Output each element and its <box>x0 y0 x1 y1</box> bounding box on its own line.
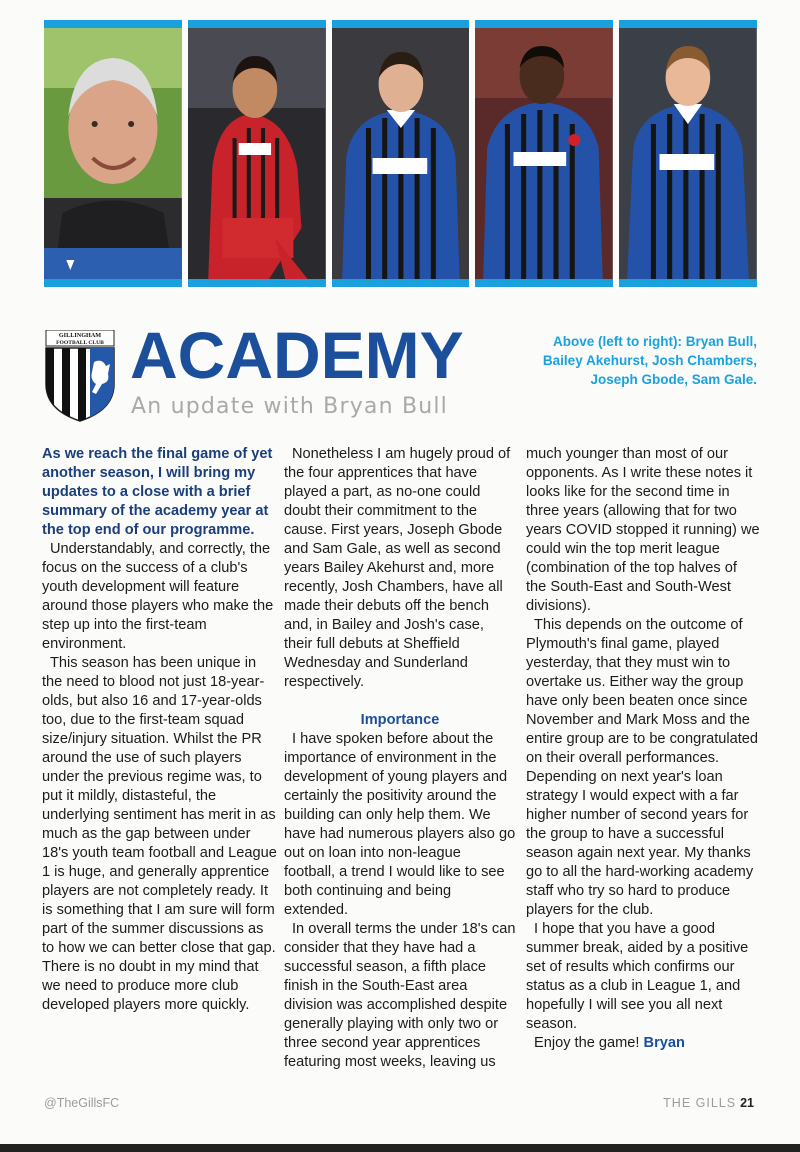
page-number: 21 <box>740 1096 754 1110</box>
page-footer <box>663 1096 754 1110</box>
photo-sam-gale <box>619 20 757 287</box>
article-column-2 <box>284 445 516 1072</box>
photo-joseph-gbode <box>475 20 613 287</box>
article-paragraph: This season has been unique in the need to blood not just 18-year-olds, but also 16 and 17-year-olds too, due to the first-team squad size/injury situation. Whilst the PR around the use of such players under the previous regime was, to put it mildly, distasteful, the underlying sentiment has merit in as much as the gap between under 18's youth team football and League 1 is huge, and generally apprentice players are not completely ready. It is something that I am sure will form part of the summer discussions as to how we can better close that gap. There is no doubt in my mind that we need to produce more club developed players more quickly. <box>42 655 277 1013</box>
photo-bailey-akehurst <box>188 20 326 287</box>
photo-caption <box>540 332 757 389</box>
photo-strip <box>44 20 757 287</box>
bottom-bar <box>0 1144 800 1152</box>
social-handle: @TheGillsFC <box>44 1096 120 1110</box>
svg-text:GILLINGHAM: GILLINGHAM <box>58 332 102 339</box>
signoff-text: Enjoy the game! <box>534 1035 640 1051</box>
article-signoff <box>526 1034 760 1053</box>
photo-bryan-bull <box>44 20 182 287</box>
article-paragraph: This depends on the outcome of Plymouth's final game, played yesterday, that they must win to overtake us. Either way the group have only been beaten once since November and Mark Moss and the entire group are to be congratulated on their overall performances. Depending on next year's loan strategy I would expect with a far higher number of second years for the group to have a successful season again next year. My thanks go to all the hard-working academy staff who try so hard to produce players for the club. <box>526 617 759 918</box>
article-column-3 <box>526 445 760 1053</box>
caption-line: Above (left to right): Bryan Bull, <box>553 334 757 349</box>
section-heading: Importance <box>360 712 440 728</box>
article-paragraph: Nonetheless I am hugely proud of the four apprentices that have played a part, as no-one could doubt their commitment to the cause. First years, Joseph Gbode and Sam Gale, as well as second years Bailey Akehurst and, more recently, Josh Chambers, have all made their debuts off the bench and, in Bailey and Josh's case, their full debuts at Sheffield Wednesday and Sunderland respectively. <box>284 446 511 690</box>
svg-text:FOOTBALL CLUB: FOOTBALL CLUB <box>56 340 104 346</box>
article-paragraph: In overall terms the under 18's can consider that they have had a successful season, a fifth place finish in the South-East area division was accomplished despite generally playing with only two or three second year apprentices featuring most weeks, leaving us <box>284 921 516 1070</box>
signature: Bryan <box>643 1035 685 1051</box>
page-subtitle: An update with Bryan Bull <box>131 394 448 419</box>
article-paragraph: I hope that you have a good summer break, aided by a positive set of results which confirms our status as a club in League 1, and hopefully I will see you all next season. <box>526 921 749 1032</box>
publication-name: THE GILLS <box>663 1096 737 1110</box>
page-title: ACADEMY <box>130 318 464 392</box>
article-paragraph: Understandably, and correctly, the focus on the success of a club's youth development will feature around those players who make the step up into the first-team environment. <box>42 541 274 652</box>
article-lead: As we reach the final game of yet another season, I will bring my updates to a close with a brief summary of the academy year at the top end of our programme. <box>42 446 273 538</box>
caption-line: Bailey Akehurst, Josh Chambers, <box>542 353 757 368</box>
caption-line: Joseph Gbode, Sam Gale. <box>590 372 757 387</box>
photo-josh-chambers <box>332 20 470 287</box>
club-crest <box>44 330 116 422</box>
article-column-1 <box>42 445 278 1015</box>
article-paragraph: I have spoken before about the importance of environment in the development of young players and certainly the positivity around the building can only help them. We have had numerous players also go out on loan into non-league football, a trend I would like to see both continuing and being extended. <box>284 731 516 918</box>
article-paragraph: much younger than most of our opponents. As I write these notes it looks like for the second time in three years (allowing that for two years COVID stopped it running) we could win the top merit league (combination of the top halves of the South-East and South-West divisions). <box>526 446 760 614</box>
